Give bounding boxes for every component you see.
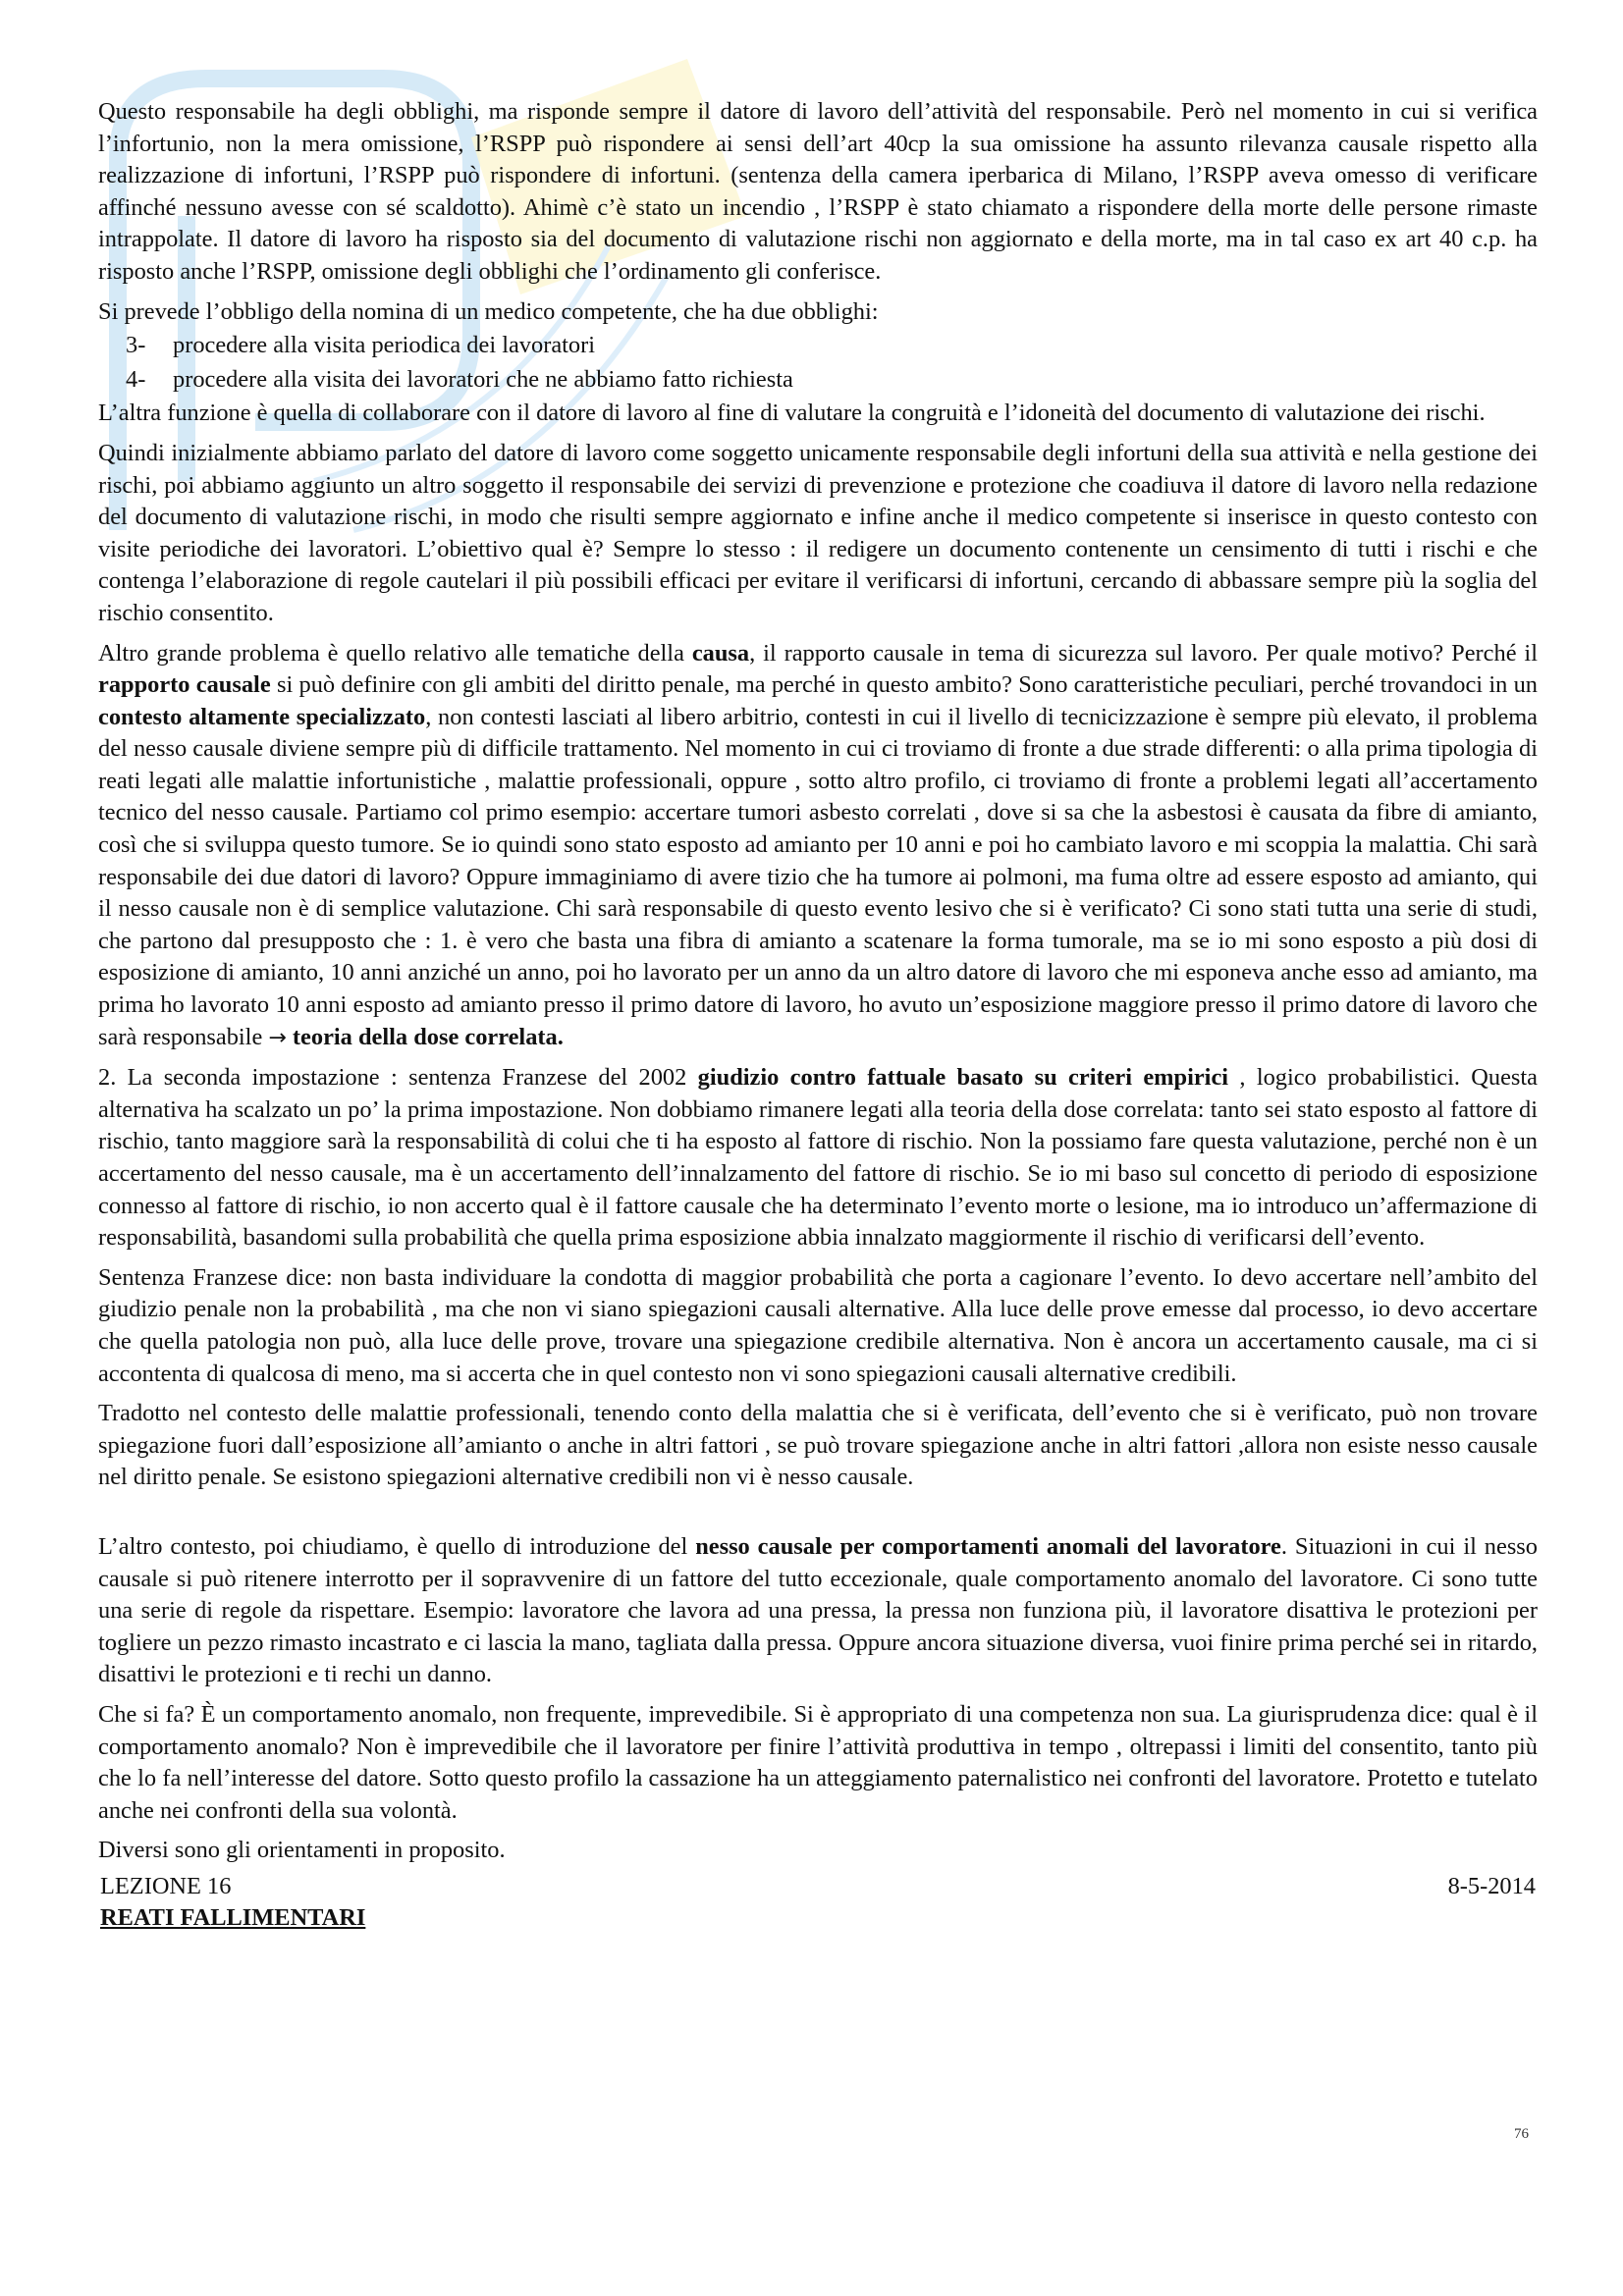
paragraph-malattie-professionali: Tradotto nel contesto delle malattie professionali, tenendo conto della malattia che si è verificata, dell’evento che si è verificato, può non trovare spiegazione fuori dall’esposizione all’amianto o anche in altri fattori , se può trovare spiegazione anche in altri fattori ,allora non esiste nesso causale nel diritto penale. Se esistono spiegazioni alternative credibili non vi è nesso causale. (98, 1400, 1538, 1491)
document-body (98, 96, 1538, 1935)
paragraph-franzese-dice: Sentenza Franzese dice: non basta individuare la condotta di maggior probabilità che porta a cagionare l’evento. Io devo accertare nell’ambito del giudizio penale non la probabilità , ma che non vi siano spiegazioni causali alternative. Alla luce delle prove emesse dal processo, io devo accertare che quella patologia non può, alla luce delle prove, trovare una spiegazione credibile alternativa. Non è ancora un accertamento causale, ma ci si accontenta di qualcosa di meno, ma si accerta che in quel contesto non vi sono spiegazioni causali alternative credibili. (98, 1263, 1538, 1387)
paragraph-riepilogo: Quindi inizialmente abbiamo parlato del datore di lavoro come soggetto unicamente responsabile degli infortuni della sua attività e nella gestione dei rischi, poi abbiamo aggiunto un altro soggetto il responsabile dei servizi di prevenzione e protezione che coadiuva il datore di lavoro nella redazione del documento di valutazione rischi, in modo che risulti sempre aggiornato e infine anche il medico competente si inserisce in questo contesto con visite periodiche dei lavoratori. L’obiettivo qual è? Sempre lo stesso : il redigere un documento contenente un censimento di tutti i rischi e che contenga l’elaborazione di regole cautelari il più possibili efficaci per evitare il verificarsi di infortuni, cercando di abbassare sempre più la soglia del rischio consentito. (98, 439, 1538, 626)
list-item (98, 330, 1538, 362)
section-title: REATI FALLIMENTARI (100, 1904, 366, 1932)
paragraph-rspp: Questo responsabile ha degli obblighi, ma risponde sempre il datore di lavoro dell’attività del responsabile. Però nel momento in cui si verifica l’infortunio, non la mera omissione, l’RSPP può rispondere ai sensi dell’art 40cp la sua omissione ha assunto rilevanza causale rispetto alla realizzazione di infortuni, l’RSPP può rispondere di infortuni. (sentenza della camera iperbarica di Milano, l’RSPP aveva omesso di verificare affinché nessuno avesse con sé scaldotto). Ahimè c’è stato un incendio , l’RSPP è stato chiamato a rispondere della morte delle persone rimaste intrappolate. Il datore di lavoro ha risposto sia del documento di valutazione rischi non aggiornato e della morte, ma in tal caso ex art 40 c.p. ha risposto anche l’RSPP, omissione degli obblighi che l’ordinamento gli conferisce. (98, 98, 1538, 285)
page-number: 76 (1514, 2126, 1529, 2142)
paragraph-medico-competente: Si prevede l’obbligo della nomina di un medico competente, che ha due obblighi: (98, 297, 879, 325)
lesson-date: 8-5-2014 (1447, 1872, 1536, 1899)
list-item (98, 364, 1538, 397)
paragraph-orientamenti: Diversi sono gli orientamenti in proposito. (98, 1837, 506, 1864)
lesson-label: LEZIONE 16 (100, 1872, 232, 1899)
list-item-text: procedere alla visita periodica dei lavoratori (173, 332, 596, 359)
list-item-number: 4- (126, 365, 146, 393)
lesson-header (98, 1871, 1538, 1903)
paragraph-giurisprudenza: Che si fa? È un comportamento anomalo, non frequente, imprevedibile. Si è appropriato di una competenza non sua. La giurisprudenza dice: qual è il comportamento anomalo? Non è imprevedibile che il lavoratore per finire l’attività produttiva in tempo , oltrepassi i limiti del consentito, tanto più che lo fa nell’interesse del datore. Sotto questo profilo la cassazione ha un atteggiamento paternalistico nei confronti del lavoratore. Protetto e tutelato anche nei confronti della sua volontà. (98, 1700, 1538, 1824)
arrow-right-icon: → (268, 1025, 287, 1050)
paragraph-franzese: 2. La seconda impostazione : sentenza Franzese del 2002 giudizio contro fattuale basato su criteri empirici , logico probabilistici. Questa alternativa ha scalzato un po’ la prima impostazione. Non dobbiamo rimanere legati alla teoria della dose correlata: tanto sei stato esposto al fattore di rischio, tanto maggiore sarà la responsabilità di colui che ti ha esposto al fattore di rischio. Non la possiamo fare questa valutazione, perché non è un accertamento del nesso causale, ma è un accertamento dell’innalzamento del fattore di rischio. Se io mi baso sul concetto di periodo di esposizione connesso al fattore di rischio, io non accerto qual è il fattore causale che ha determinato l’evento morte o lesione, ma io introduco un’affermazione di responsabilità, basandomi sulla probabilità che quella prima esposizione abbia innalzato maggiormente il rischio di verificarsi dell’evento. (98, 1064, 1539, 1252)
obligations-list (98, 330, 1538, 396)
paragraph-comportamenti-anomali: L’altro contesto, poi chiudiamo, è quello di introduzione del nesso causale per comportamenti anomali del lavoratore. Situazioni in cui il nesso causale si può ritenere interrotto per il sopravvenire di un fattore del tutto eccezionale, quale comportamento anomalo del lavoratore. Ci sono tutte una serie di regole da rispettare. Esempio: lavoratore che lavora ad una pressa, la pressa non funziona più, il lavoratore disattiva le protezioni per togliere un pezzo rimasto incastrato e ci lascia la mano, tagliata dalla pressa. Oppure ancora situazione diversa, vuoi finire prima perché sei in ritardo, disattivi le protezioni e ti rechi un danno. (98, 1532, 1538, 1688)
paragraph-causa: Altro grande problema è quello relativo alle tematiche della causa, il rapporto causale in tema di sicurezza sul lavoro. Per quale motivo? Perché il rapporto causale si può definire con gli ambiti del diritto penale, ma perché in questo ambito? Sono caratteristiche peculiari, perché trovandoci in un contesto altamente specializzato, non contesti lasciati al libero arbitrio, contesti in cui il livello di tecnicizzazione è sempre più elevato, il problema del nesso causale diviene sempre più di difficile trattamento. Nel momento in cui ci troviamo di fronte a due strade differenti: o alla prima tipologia di reati legati alle malattie infortunistiche , malattie professionali, oppure , sotto altro profilo, ci troviamo di fronte a problemi legati all’accertamento tecnico del nesso causale. Partiamo col primo esempio: accertare tumori asbesto correlati , dove si sa che la asbestosi è causata da fibre di amianto, così che si sviluppa questo tumore. Se io quindi sono stato esposto ad amianto per 10 anni e poi ho cambiato lavoro e mi scoppia la malattia. Chi sarà responsabile dei due datori di lavoro? Oppure immaginiamo di avere tizio che ha tumore ai polmoni, ma fuma oltre ad essere esposto ad amianto, qui il nesso causale non è di semplice valutazione. Chi sarà responsabile di questo evento lesivo che si è verificato? Ci sono stati tutta una serie di studi, che partono dal presupposto che : 1. è vero che basta una fibra di amianto a scatenare la forma tumorale, ma se io mi sono esposto a più dosi di esposizione di amianto, 10 anni anziché un anno, poi ho lavorato per un anno da un altro datore di lavoro che mi esponeva anche esso ad amianto, ma prima ho lavorato 10 anni esposto ad amianto presso il primo datore di lavoro, ho avuto un’esposizione maggiore presso il primo datore di lavoro che sarà responsabile → teoria della dose correlata. (98, 639, 1538, 1050)
paragraph-altra-funzione: L’altra funzione è quella di collaborare con il datore di lavoro al fine di valutare la congruità e l’idoneità del documento di valutazione dei rischi. (98, 400, 1486, 427)
list-item-number: 3- (126, 332, 146, 359)
list-item-text: procedere alla visita dei lavoratori che ne abbiamo fatto richiesta (173, 365, 793, 393)
